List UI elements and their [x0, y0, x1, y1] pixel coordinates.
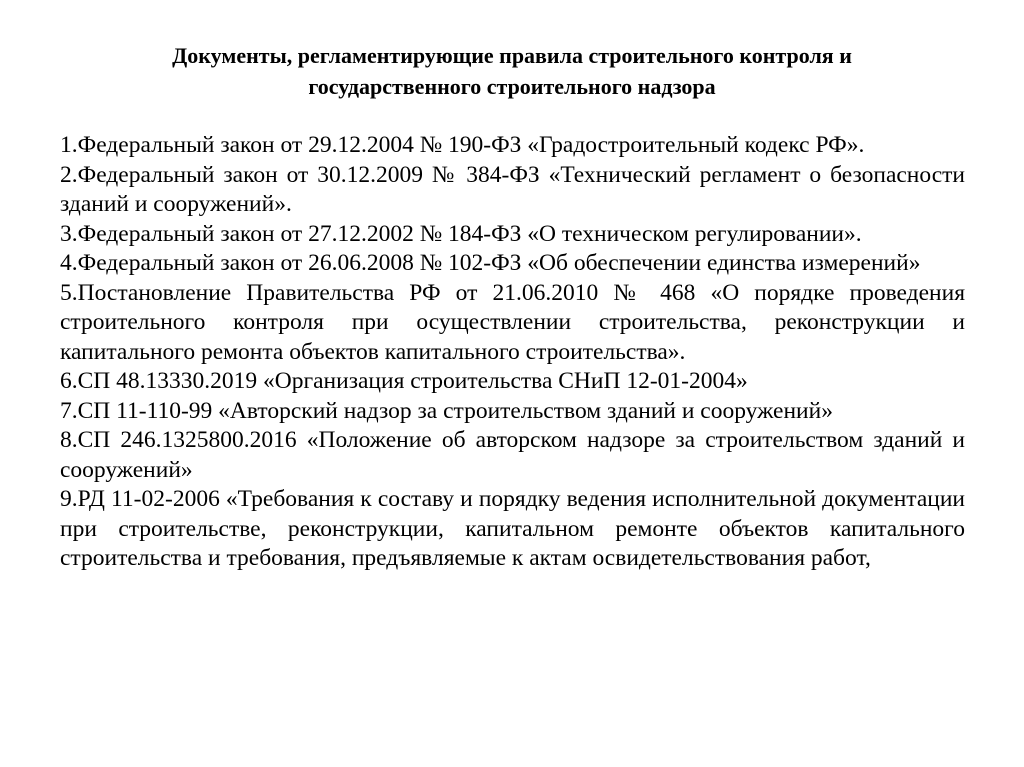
document-item-7: 7.СП 11-110-99 «Авторский надзор за строительством зданий и сооружений»	[60, 397, 833, 424]
document-item-6: 6.СП 48.13330.2019 «Организация строительства СНиП 12-01-2004»	[60, 368, 748, 394]
document-item-5: 5.Постановление Правительства РФ от 21.06.2010 № 468 «О порядке проведения строительного контроля при осуществлении строительства, реконструкции и капитального ремонта объектов капитального строительства».	[60, 279, 965, 365]
title-line-1: Документы, регламентирующие правила строительного контроля и	[172, 43, 852, 68]
page-title	[60, 40, 964, 102]
document-item-2: 2.Федеральный закон от 30.12.2009 № 384-ФЗ «Технический регламент о безопасности зданий и сооружений».	[60, 161, 965, 217]
document-item-8: 8.СП 246.1325800.2016 «Положение об авторском надзоре за строительством зданий и сооружений»	[60, 427, 965, 483]
document-item-9: 9.РД 11-02-2006 «Требования к составу и порядку ведения исполнительной документации при строительстве, реконструкции, капитальном ремонте объектов капитального строительства и требования, предъявляемые к актам освидетельствования работ,	[60, 486, 965, 571]
document-item-4: 4.Федеральный закон от 26.06.2008 № 102-ФЗ «Об обеспечении единства измерений»	[60, 250, 921, 276]
documents-list	[60, 131, 965, 574]
title-line-2: государственного строительного надзора	[308, 74, 716, 99]
document-item-1: 1.Федеральный закон от 29.12.2004 № 190-ФЗ «Градостроительный кодекс РФ».	[60, 132, 865, 158]
document-item-3: 3.Федеральный закон от 27.12.2002 № 184-ФЗ «О техническом регулировании».	[60, 220, 862, 247]
